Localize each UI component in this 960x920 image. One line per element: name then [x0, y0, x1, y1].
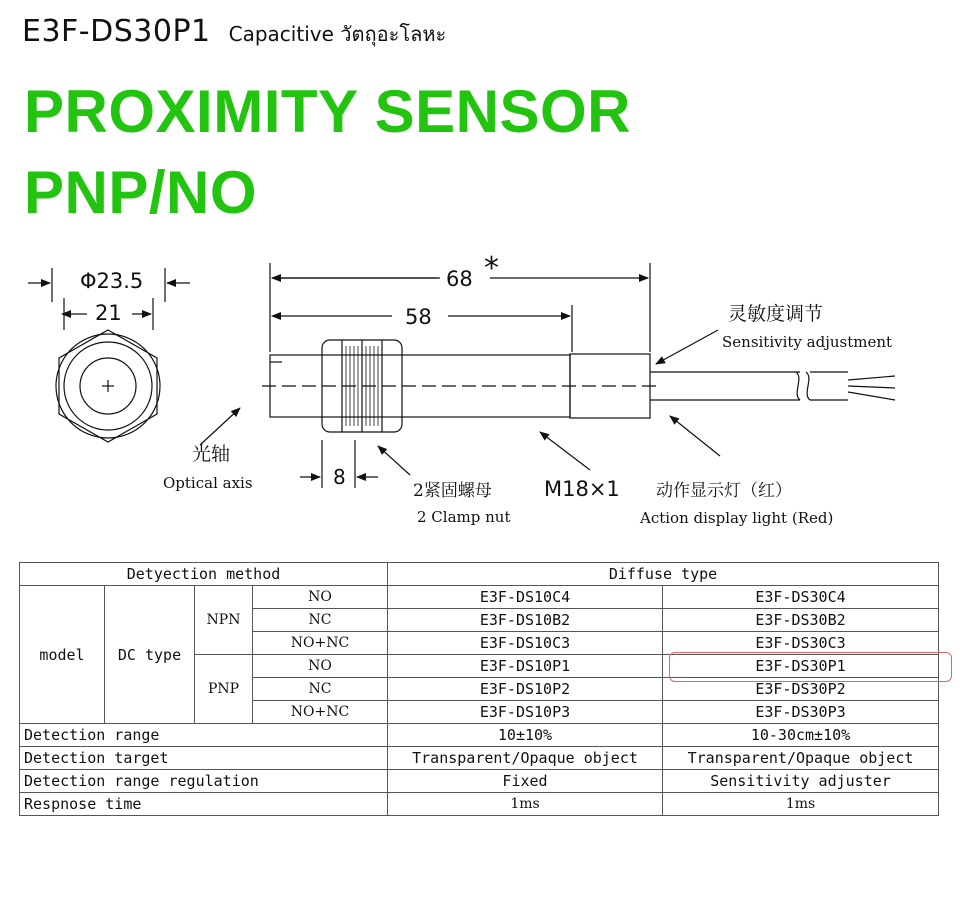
label-axis-cn: 光轴 [192, 443, 231, 465]
title-line-1: PROXIMITY SENSOR [24, 78, 632, 145]
dc-type-label: DC type [105, 586, 195, 724]
spec-value-30: 10-30cm±10% [663, 724, 939, 747]
model-30: E3F-DS30P3 [663, 701, 939, 724]
model-10: E3F-DS10P2 [388, 678, 663, 701]
output-mode: NO [253, 655, 388, 678]
label-thread: M18×1 [544, 477, 620, 501]
output-mode: NC [253, 609, 388, 632]
highlighted-model-text: E3F-DS30P1 [755, 657, 846, 675]
title-line-2: PNP/NO [24, 159, 258, 226]
model-30: E3F-DS30B2 [663, 609, 939, 632]
spec-value-10: 1ms [388, 793, 663, 816]
spec-label: Detection range [20, 724, 388, 747]
dim-total-length: 68 [446, 267, 473, 291]
label-sensitivity-cn: 灵敏度调节 [728, 303, 824, 325]
model-code: E3F-DS30P1 [22, 14, 211, 49]
label-sensitivity-en: Sensitivity adjustment [722, 333, 893, 351]
model-30: E3F-DS30P2 [663, 678, 939, 701]
label-nut-cn: 2紧固螺母 [413, 481, 492, 501]
model-10: E3F-DS10P3 [388, 701, 663, 724]
model-10: E3F-DS10C4 [388, 586, 663, 609]
header-detection-method: Detyection method [20, 563, 388, 586]
table-row [20, 586, 939, 609]
output-mode: NO [253, 586, 388, 609]
label-light-cn: 动作显示灯（红） [656, 481, 792, 501]
dim-nut-width: 8 [333, 465, 346, 489]
label-light-en: Action display light (Red) [640, 509, 834, 527]
spec-label: Detection target [20, 747, 388, 770]
dim-asterisk: * [484, 251, 499, 286]
table-header-row [20, 563, 939, 586]
spec-row [20, 770, 939, 793]
spec-value-10: Transparent/Opaque object [388, 747, 663, 770]
label-nut-en: 2 Clamp nut [417, 508, 511, 526]
spec-row [20, 724, 939, 747]
output-mode: NO+NC [253, 701, 388, 724]
model-10: E3F-DS10B2 [388, 609, 663, 632]
spec-label: Detection range regulation [20, 770, 388, 793]
output-mode: NO+NC [253, 632, 388, 655]
front-view-hex [56, 330, 160, 442]
spec-value-30: Transparent/Opaque object [663, 747, 939, 770]
header-diffuse-type: Diffuse type [388, 563, 939, 586]
model-30: E3F-DS30C4 [663, 586, 939, 609]
spec-value-30: Sensitivity adjuster [663, 770, 939, 793]
npn-label: NPN [195, 586, 253, 655]
model-30-highlighted [663, 655, 939, 678]
model-label: model [20, 586, 105, 724]
dim-body-length: 58 [405, 305, 432, 329]
spec-value-10: Fixed [388, 770, 663, 793]
label-axis-en: Optical axis [163, 474, 253, 492]
spec-row [20, 747, 939, 770]
model-10: E3F-DS10C3 [388, 632, 663, 655]
model-10: E3F-DS10P1 [388, 655, 663, 678]
spec-row [20, 793, 939, 816]
sensor-body-side-view [262, 340, 895, 432]
spec-value-10: 10±10% [388, 724, 663, 747]
spec-value-30: 1ms [663, 793, 939, 816]
spec-label: Respnose time [20, 793, 388, 816]
output-mode: NC [253, 678, 388, 701]
pnp-label: PNP [195, 655, 253, 724]
dim-inner-width: 21 [95, 301, 122, 325]
dim-outer-diameter: Φ23.5 [80, 269, 144, 293]
spec-table [19, 562, 939, 816]
subtitle: Capacitive วัตถุอะโลหะ [228, 22, 447, 46]
model-30: E3F-DS30C3 [663, 632, 939, 655]
